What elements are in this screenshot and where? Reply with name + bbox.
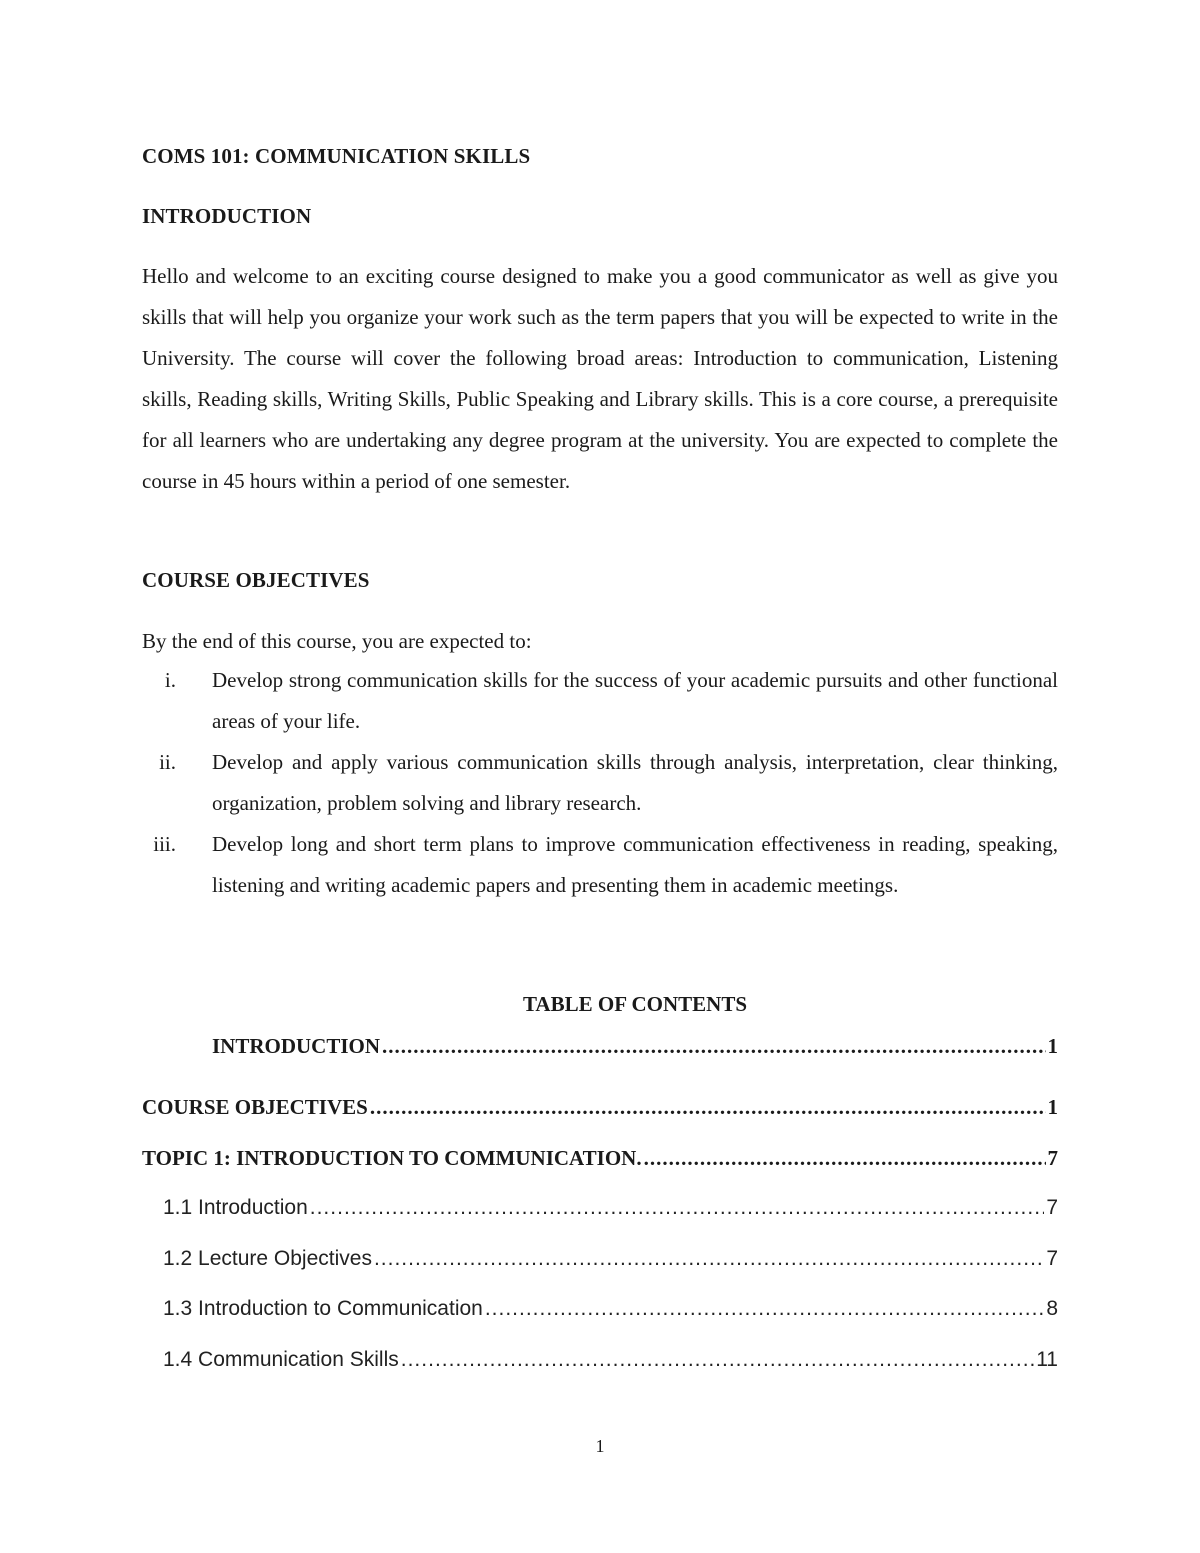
toc-leader-dots [382, 1034, 1045, 1059]
toc-leader-dots [485, 1297, 1044, 1321]
toc-entry-page: 1 [1047, 1034, 1058, 1058]
toc-entry[interactable] [163, 1196, 1058, 1220]
toc-leader-dots [310, 1196, 1045, 1220]
toc-entry-label: COURSE OBJECTIVES [142, 1095, 368, 1119]
toc-entry[interactable] [142, 1095, 1058, 1120]
objective-text: Develop long and short term plans to improve communication effectiveness in reading, speaking, listening and writing academic papers and presenting them in academic meetings. [212, 832, 1058, 897]
toc-leader-dots [644, 1146, 1046, 1171]
course-title: COMS 101: COMMUNICATION SKILLS [142, 144, 531, 168]
toc-entry[interactable] [212, 1034, 1058, 1059]
toc-entry-page: 7 [1046, 1196, 1058, 1219]
toc-entry-page: 1 [1047, 1095, 1058, 1119]
introduction-heading: INTRODUCTION [142, 204, 312, 228]
objectives-list [142, 660, 1058, 906]
objective-item [142, 742, 1058, 824]
objectives-heading: COURSE OBJECTIVES [142, 568, 370, 592]
objective-number: i. [164, 668, 176, 692]
toc-entry[interactable] [163, 1348, 1058, 1372]
objective-item [142, 824, 1058, 906]
objective-number: iii. [153, 832, 176, 856]
objectives-lead: By the end of this course, you are expected to: [142, 629, 532, 653]
objective-item [142, 660, 1058, 742]
objective-number: ii. [159, 750, 176, 774]
toc-leader-dots [370, 1095, 1046, 1120]
toc-entry-label: TOPIC 1: INTRODUCTION TO COMMUNICATION. [142, 1146, 642, 1170]
objective-text: Develop and apply various communication skills through analysis, interpretation, clear thinking, organization, problem solving and library research. [212, 750, 1058, 815]
toc-entry-label: 1.2 Lecture Objectives [163, 1247, 372, 1270]
toc-entry[interactable] [163, 1297, 1058, 1321]
objective-text: Develop strong communication skills for the success of your academic pursuits and other functional areas of your life. [212, 668, 1058, 733]
toc-entry-page: 8 [1046, 1297, 1058, 1320]
toc-entry-label: INTRODUCTION [212, 1034, 381, 1058]
toc-entry-page: 11 [1036, 1348, 1058, 1371]
toc-entry-label: 1.1 Introduction [163, 1196, 308, 1219]
toc-entry-label: 1.3 Introduction to Communication [163, 1297, 483, 1320]
toc-title: TABLE OF CONTENTS [522, 992, 748, 1016]
toc-leader-dots [374, 1247, 1044, 1271]
toc-entry-label: 1.4 Communication Skills [163, 1348, 399, 1371]
page-number: 1 [595, 1436, 605, 1456]
toc-entry[interactable] [142, 1146, 1058, 1171]
toc-entry-page: 7 [1047, 1146, 1058, 1170]
toc-leader-dots [401, 1348, 1034, 1372]
toc-entry-page: 7 [1046, 1247, 1058, 1270]
toc-entry[interactable] [163, 1247, 1058, 1271]
introduction-paragraph: Hello and welcome to an exciting course designed to make you a good communicator as well as give you skills that will help you organize your work such as the term papers that you will be expected to write in the University. The course will cover the following broad areas: Introduction to communication, Listening skills, Reading skills, Writing Skills, Public Speaking and Library skills. This is a core course, a prerequisite for all learners who are undertaking any degree program at the university. You are expected to complete the course in 45 hours within a period of one semester. [142, 264, 1058, 493]
